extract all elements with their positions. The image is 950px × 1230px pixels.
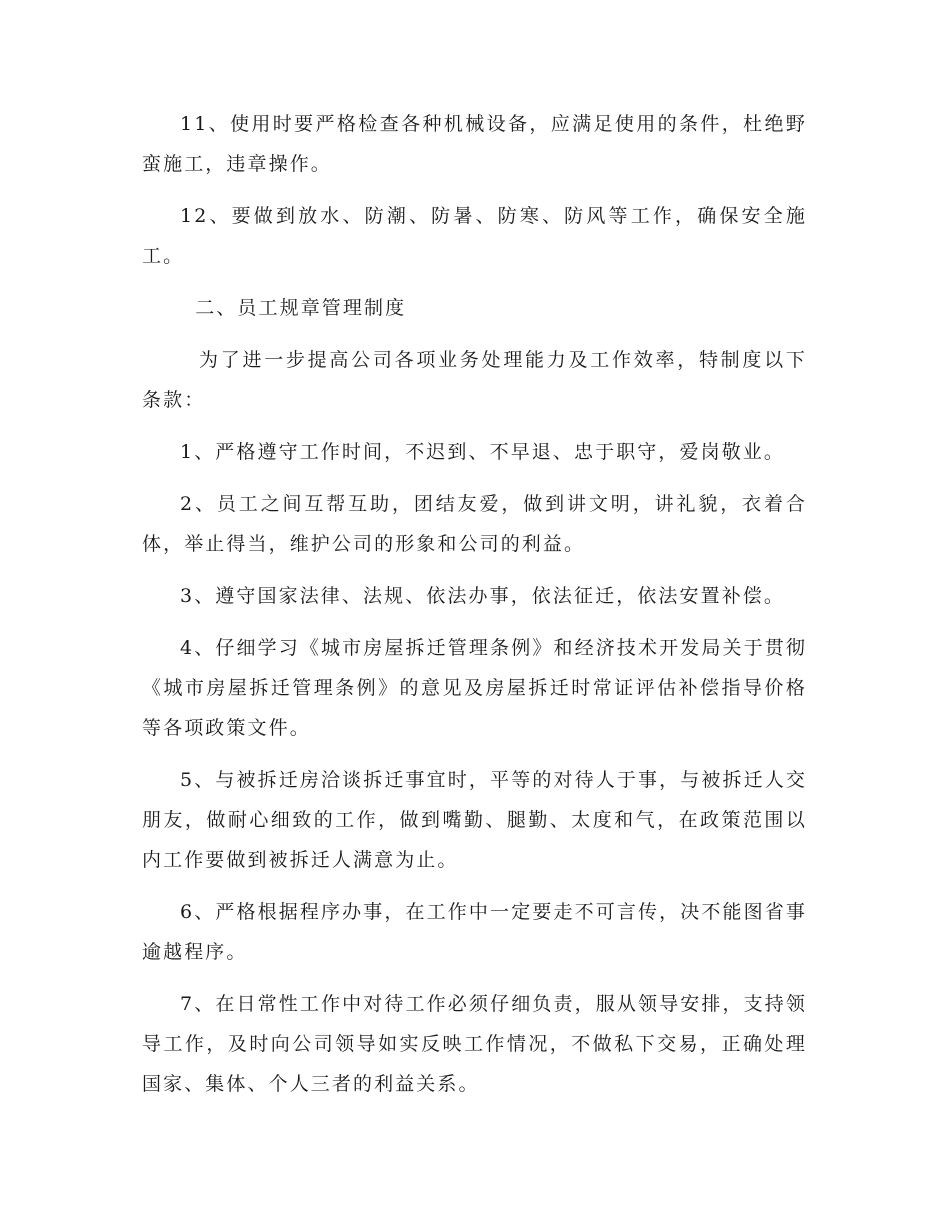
section-intro: 为了进一步提高公司各项业务处理能力及工作效率，特制度以下条款： <box>142 349 807 411</box>
paragraph-item-1: 1、严格遵守工作时间，不迟到、不早退、忠于职守，爱岗敬业。 <box>180 441 785 463</box>
paragraph-item-7: 7、在日常性工作中对待工作必须仔细负责，服从领导安排，支持领导工作，及时向公司领导如实反映工作情况，不做私下交易，正确处理国家、集体、个人三者的利益关系。 <box>142 993 807 1095</box>
paragraph-item-5: 5、与被拆迁房洽谈拆迁事宜时，平等的对待人于事，与被拆迁人交朋友，做耐心细致的工作，做到嘴勤、腿勤、太度和气，在政策范围以内工作要做到被拆迁人满意为止。 <box>142 769 807 871</box>
paragraph-item-3: 3、遵守国家法律、法规、依法办事，依法征迁，依法安置补偿。 <box>180 585 785 607</box>
paragraph-item-11: 11、使用时要严格检查各种机械设备，应满足使用的条件，杜绝野蛮施工，违章操作。 <box>142 113 807 175</box>
paragraph-item-4: 4、仔细学习《城市房屋拆迁管理条例》和经济技术开发局关于贯彻《城市房屋拆迁管理条例》的意见及房屋拆迁时常证评估补偿指导价格等各项政策文件。 <box>142 637 807 739</box>
paragraph-item-12: 12、要做到放水、防潮、防暑、防寒、防风等工作，确保安全施工。 <box>142 205 807 267</box>
document-body <box>142 104 807 1116</box>
paragraph-item-2: 2、员工之间互帮互助，团结友爱，做到讲文明，讲礼貌，衣着合体，举止得当，维护公司的形象和公司的利益。 <box>142 493 807 555</box>
paragraph-item-6: 6、严格根据程序办事，在工作中一定要走不可言传，决不能图省事逾越程序。 <box>142 901 807 963</box>
section-heading: 二、员工规章管理制度 <box>195 297 407 319</box>
